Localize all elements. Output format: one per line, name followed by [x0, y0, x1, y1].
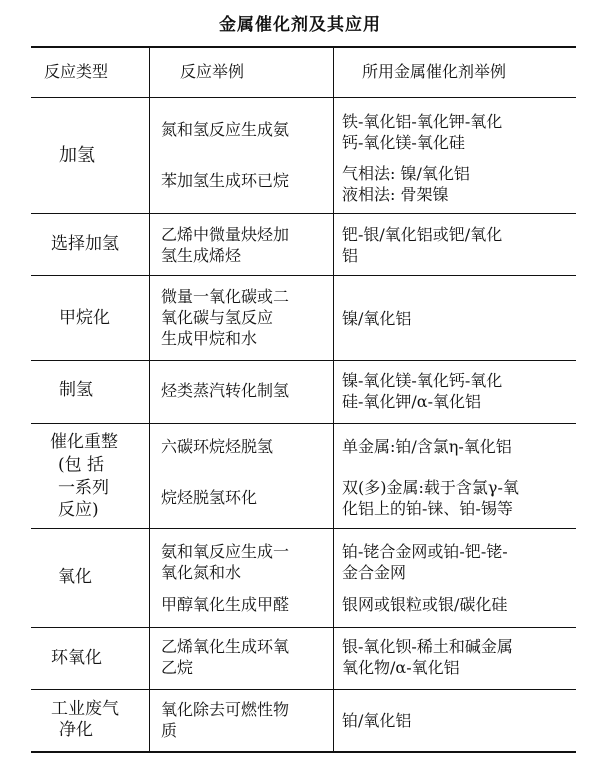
row-type: 工业废气 [51, 699, 119, 719]
table-title: 金属催化剂及其应用 [219, 15, 381, 35]
row-divider [31, 528, 576, 529]
row-catalyst: 铂/氧化铝 [342, 711, 412, 730]
row-type: 催化重整 [50, 432, 118, 452]
row-type: 加氢 [59, 145, 95, 166]
row-type: 选择加氢 [51, 234, 119, 254]
row-catalyst: 气相法: 镍/氧化铝 [342, 164, 470, 183]
row-catalyst: 单金属:铂/含氯η-氧化铝 [342, 437, 512, 456]
row-example: 微量一氧化碳或二 [161, 287, 290, 306]
header-catalyst-example: 所用金属催化剂举例 [362, 62, 507, 81]
row-example: 氧化除去可燃性物 [161, 700, 290, 719]
row-example: 苯加氢生成环已烷 [161, 171, 290, 190]
row-catalyst: 银-氧化钡-稀土和碱金属 [342, 637, 513, 656]
row-catalyst: 硅-氧化钾/α-氧化铝 [342, 392, 482, 411]
row-example: 质 [161, 721, 178, 740]
row-example: 生成甲烷和水 [161, 329, 258, 348]
row-example: 烃类蒸汽转化制氢 [161, 381, 290, 400]
row-catalyst: 银网或银粒或银/碳化硅 [342, 595, 508, 614]
row-type: 一系列 [58, 478, 109, 498]
row-type: 环氧化 [51, 648, 102, 668]
row-catalyst: 钙-氧化镁-氧化硅 [342, 133, 465, 152]
row-catalyst: 镍-氧化镁-氧化钙-氧化 [342, 371, 503, 390]
row-type: 制氢 [59, 380, 93, 400]
row-catalyst: 化铝上的铂-铼、铂-锡等 [342, 499, 513, 518]
row-example: 氮和氢反应生成氨 [161, 120, 290, 139]
row-example: 氧化氮和水 [161, 563, 242, 582]
row-divider [31, 275, 576, 276]
row-divider [31, 423, 576, 424]
column-divider [149, 47, 150, 752]
row-catalyst: 双(多)金属:载于含氯γ-氧 [342, 478, 519, 497]
row-type: 甲烷化 [59, 308, 110, 328]
row-divider [31, 689, 576, 690]
row-type: 净化 [59, 720, 93, 740]
row-catalyst: 钯-银/氧化铝或钯/氧化 [342, 225, 503, 244]
row-example: 烷烃脱氢环化 [161, 488, 258, 507]
row-example: 氢生成烯烃 [161, 246, 242, 265]
header-reaction-example: 反应举例 [180, 62, 245, 81]
row-catalyst: 铂-铑合金网或铂-钯-铑- [342, 542, 508, 561]
row-divider [31, 627, 576, 628]
row-catalyst: 铝 [342, 246, 359, 265]
row-type: (包 括 [58, 455, 105, 475]
table-top-rule [31, 46, 576, 48]
row-catalyst: 液相法: 骨架镍 [342, 185, 449, 204]
row-catalyst: 镍/氧化铝 [342, 309, 412, 328]
row-type: 氧化 [58, 567, 92, 587]
column-divider [333, 47, 334, 752]
header-reaction-type: 反应类型 [44, 62, 109, 81]
row-example: 六碳环烷烃脱氢 [161, 437, 274, 456]
row-example: 甲醇氧化生成甲醛 [161, 595, 290, 614]
row-type: 反应) [58, 500, 99, 520]
row-example: 乙烷 [161, 658, 194, 677]
row-catalyst: 氧化物/α-氧化铝 [342, 658, 460, 677]
row-example: 乙烯氧化生成环氧 [161, 637, 290, 656]
row-divider [31, 360, 576, 361]
header-bottom-rule [31, 97, 576, 98]
row-divider [31, 213, 576, 214]
row-catalyst: 铁-氧化铝-氧化钾-氧化 [342, 112, 503, 131]
row-catalyst: 金合金网 [342, 563, 407, 582]
row-example: 乙烯中微量炔烃加 [161, 225, 290, 244]
row-example: 氨和氧反应生成一 [161, 542, 290, 561]
row-example: 氧化碳与氢反应 [161, 308, 274, 327]
table-bottom-rule [31, 751, 576, 753]
